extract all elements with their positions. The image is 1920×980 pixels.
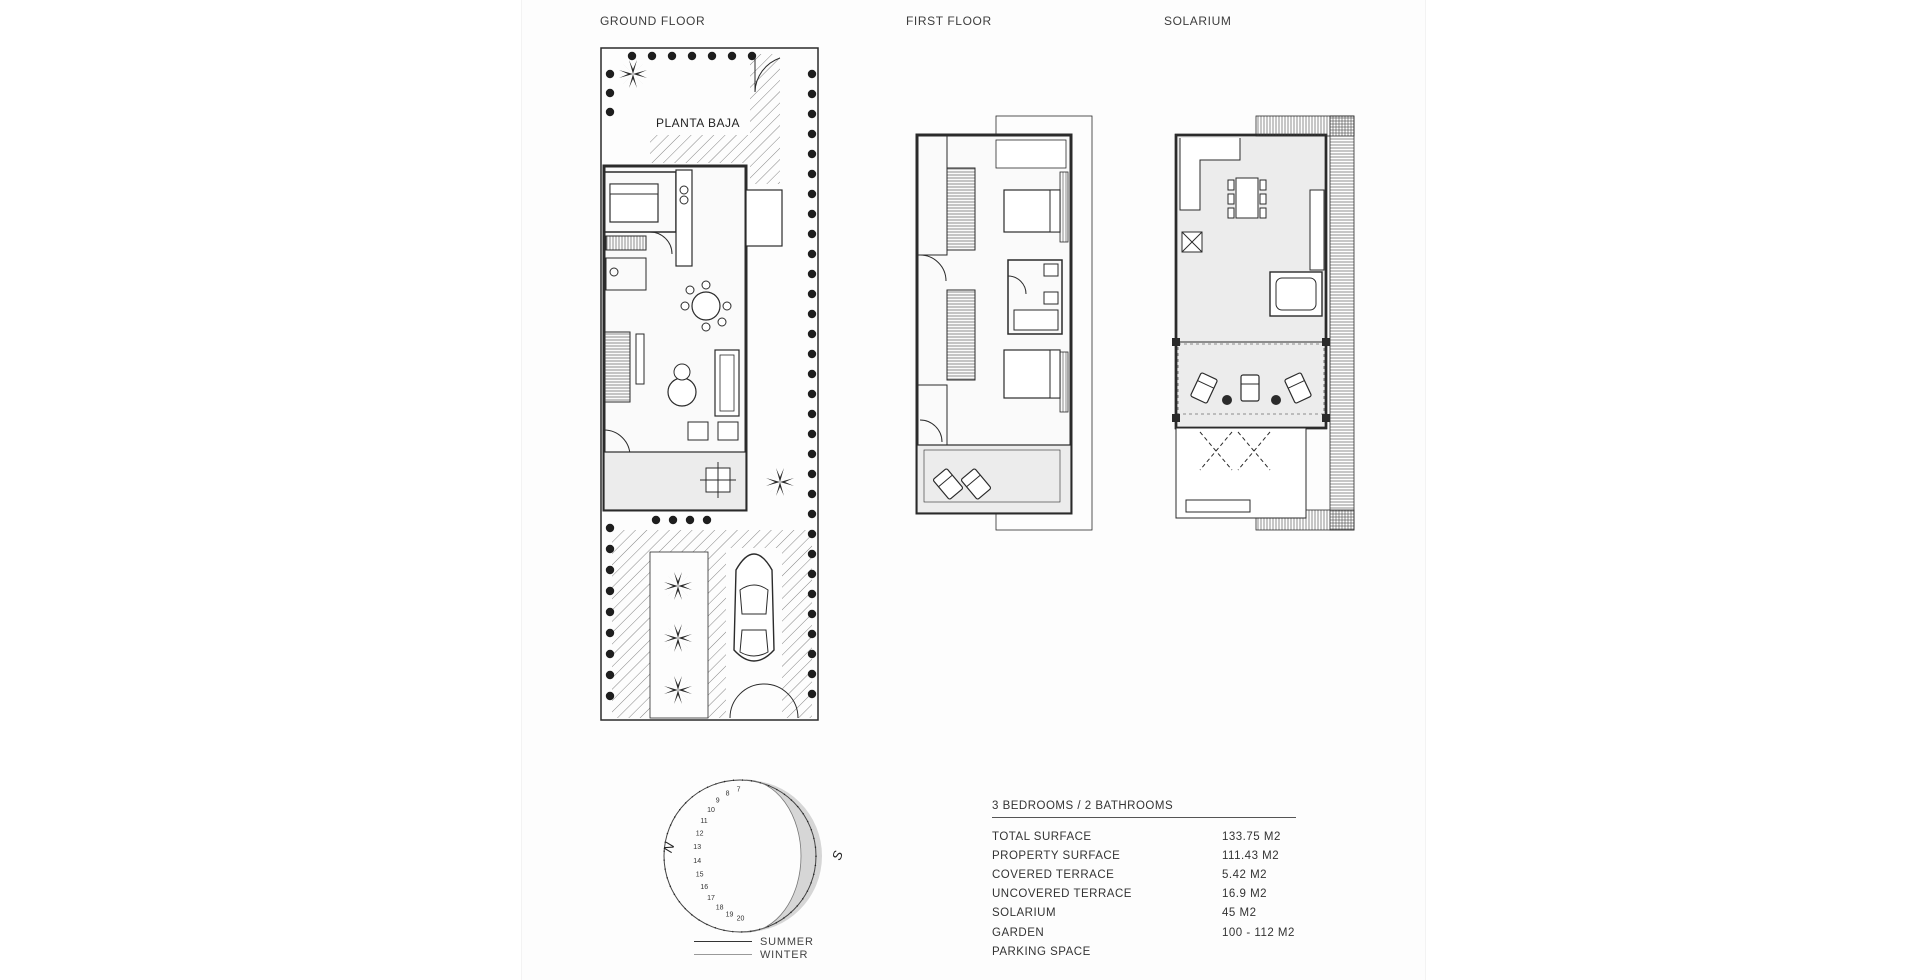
spec-value: 100 - 112 M2 bbox=[1222, 926, 1295, 939]
spec-value: 45 M2 bbox=[1222, 907, 1257, 920]
ground-floor-plan bbox=[601, 48, 818, 720]
hedge-dot bbox=[808, 370, 816, 378]
hedge-dot bbox=[606, 587, 614, 595]
north-label: N bbox=[660, 840, 678, 855]
spec-row bbox=[992, 865, 1296, 884]
hedge-dot bbox=[606, 608, 614, 616]
solarium-plan bbox=[1172, 116, 1354, 530]
hedge-dot bbox=[606, 671, 614, 679]
hedge-dot bbox=[808, 630, 816, 638]
hedge-dot bbox=[808, 310, 816, 318]
compass-hour: 7 bbox=[736, 786, 741, 794]
compass-hour: 10 bbox=[707, 806, 715, 814]
compass-hour: 13 bbox=[693, 844, 702, 852]
hedge-dot bbox=[686, 516, 694, 524]
hedge-dot bbox=[808, 490, 816, 498]
spec-row bbox=[992, 846, 1296, 865]
hedge-dot bbox=[808, 610, 816, 618]
ground-floor-title: GROUND FLOOR bbox=[600, 14, 706, 28]
hedge-dot bbox=[606, 70, 614, 78]
hedge-dot bbox=[808, 90, 816, 98]
spec-value: 133.75 M2 bbox=[1222, 830, 1281, 843]
hedge-dot bbox=[808, 590, 816, 598]
spec-label: SOLARIUM bbox=[992, 907, 1057, 920]
hedge-dot bbox=[808, 690, 816, 698]
winter-line bbox=[694, 954, 752, 955]
summer-label: SUMMER bbox=[760, 935, 814, 948]
hedge-dot bbox=[808, 550, 816, 558]
hedge-dot bbox=[808, 330, 816, 338]
specs-rows bbox=[992, 827, 1296, 961]
spec-label: PROPERTY SURFACE bbox=[992, 849, 1121, 862]
hedge-dot bbox=[808, 670, 816, 678]
hedge-dot bbox=[808, 530, 816, 538]
compass-hour: 9 bbox=[715, 797, 720, 805]
hedge-dot bbox=[668, 52, 676, 60]
hedge-dot bbox=[808, 250, 816, 258]
hedge-dot bbox=[808, 130, 816, 138]
hedge-dot bbox=[606, 629, 614, 637]
compass-hour: 12 bbox=[695, 830, 704, 838]
hedge-dot bbox=[808, 290, 816, 298]
hedge-dot bbox=[606, 650, 614, 658]
compass-hour: 14 bbox=[693, 857, 702, 865]
spec-row bbox=[992, 885, 1296, 904]
legend-winter bbox=[694, 948, 814, 961]
compass-hour: 17 bbox=[707, 895, 715, 903]
summer-line bbox=[694, 941, 752, 942]
hedge-dot bbox=[606, 545, 614, 553]
hedge-dot bbox=[808, 230, 816, 238]
hedge-dot bbox=[808, 510, 816, 518]
hedge-dot bbox=[688, 52, 696, 60]
compass-hour: 18 bbox=[715, 904, 724, 912]
specs-heading: 3 BEDROOMS / 2 BATHROOMS bbox=[992, 800, 1296, 818]
hedge-dot bbox=[808, 570, 816, 578]
hedge-dot bbox=[708, 52, 716, 60]
hedge-dot bbox=[606, 524, 614, 532]
spec-label: GARDEN bbox=[992, 926, 1045, 939]
hedge-dot bbox=[808, 270, 816, 278]
hedge-dot bbox=[606, 108, 614, 116]
south-label: S bbox=[828, 848, 846, 863]
first-floor-title: FIRST FLOOR bbox=[906, 14, 992, 28]
spec-label: UNCOVERED TERRACE bbox=[992, 888, 1132, 901]
hedge-dot bbox=[808, 70, 816, 78]
compass-hour: 11 bbox=[700, 818, 708, 825]
sun-compass bbox=[664, 780, 822, 932]
spec-label: TOTAL SURFACE bbox=[992, 830, 1092, 843]
hedge-dot bbox=[606, 89, 614, 97]
spec-value: 16.9 M2 bbox=[1222, 888, 1268, 901]
hedge-dot bbox=[808, 170, 816, 178]
spec-row bbox=[992, 923, 1296, 942]
hedge-dot bbox=[808, 430, 816, 438]
compass-legend bbox=[694, 935, 814, 961]
spec-value: 111.43 M2 bbox=[1222, 849, 1280, 862]
hedge-dot bbox=[808, 110, 816, 118]
spec-row bbox=[992, 904, 1296, 923]
solarium-title: SOLARIUM bbox=[1164, 14, 1232, 28]
hedge-dot bbox=[648, 52, 656, 60]
hedge-dot bbox=[606, 566, 614, 574]
hedge-dot bbox=[669, 516, 677, 524]
spec-label: COVERED TERRACE bbox=[992, 868, 1115, 881]
first-floor-plan bbox=[917, 116, 1092, 530]
hedge-dot bbox=[808, 150, 816, 158]
compass-hour: 19 bbox=[725, 911, 734, 919]
spec-label: PARKING SPACE bbox=[992, 945, 1091, 958]
hedge-dot bbox=[728, 52, 736, 60]
property-specs bbox=[992, 800, 1296, 961]
winter-label: WINTER bbox=[760, 948, 809, 961]
hedge-dot bbox=[748, 52, 756, 60]
hedge-dot bbox=[808, 190, 816, 198]
hedge-dot bbox=[808, 410, 816, 418]
hedge-dot bbox=[808, 450, 816, 458]
hedge-dot bbox=[628, 52, 636, 60]
hedge-dot bbox=[808, 210, 816, 218]
planta-baja-label: PLANTA BAJA bbox=[656, 116, 740, 130]
hedge-dot bbox=[808, 650, 816, 658]
compass-hour: 16 bbox=[700, 884, 709, 891]
hedge-dot bbox=[652, 516, 660, 524]
compass-hour: 8 bbox=[725, 790, 730, 798]
spec-row bbox=[992, 942, 1296, 961]
spec-value: 5.42 M2 bbox=[1222, 868, 1268, 881]
hedge-dot bbox=[808, 390, 816, 398]
spec-row bbox=[992, 827, 1296, 846]
compass-hour: 15 bbox=[695, 871, 704, 879]
hedge-dot bbox=[606, 692, 614, 700]
hedge-dot bbox=[808, 470, 816, 478]
compass-hour: 20 bbox=[736, 915, 745, 923]
hedge-dot bbox=[703, 516, 711, 524]
compass-hour-labels bbox=[693, 786, 744, 922]
legend-summer bbox=[694, 935, 814, 948]
hedge-dot bbox=[808, 350, 816, 358]
